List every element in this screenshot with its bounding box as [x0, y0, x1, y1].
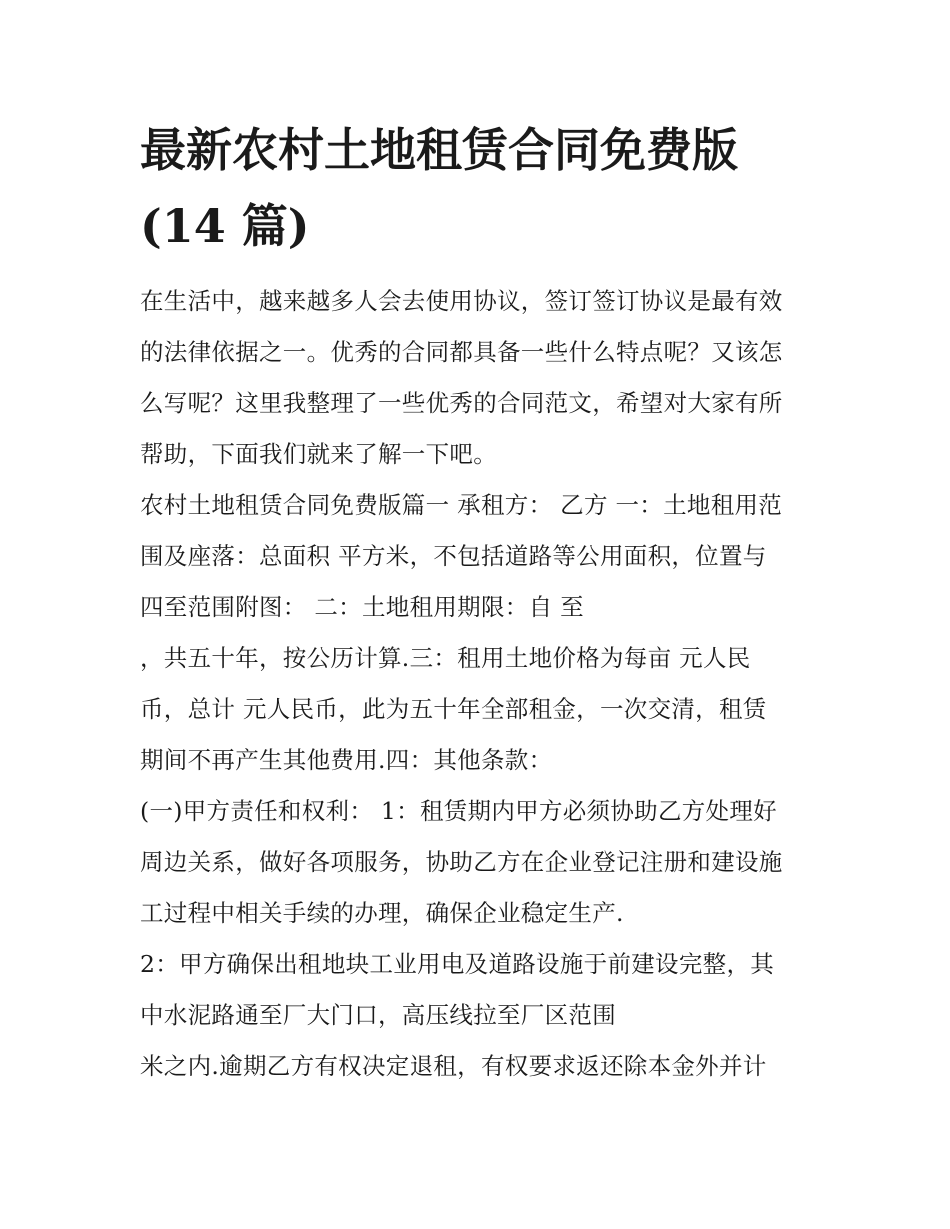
body-line: 米之内.逾期乙方有权决定退租，有权要求返还除本金外并计	[140, 1052, 767, 1080]
body-line: 农村土地租赁合同免费版篇一 承租方： 乙方 一：土地租用范	[140, 491, 783, 519]
document-title	[140, 112, 840, 264]
body-line: 在生活中，越来越多人会去使用协议，签订签订协议是最有效	[140, 287, 783, 315]
body-line: 四至范围附图： 二：土地租用期限：自 至	[140, 593, 584, 621]
body-line: ，共五十年，按公历计算.三：租用土地价格为每亩 元人民	[140, 644, 751, 672]
body-line: 期间不再产生其他费用.四：其他条款：	[140, 746, 553, 774]
body-line: (一)甲方责任和权利： 1：租赁期内甲方必须协助乙方处理好	[140, 797, 777, 825]
body-line: 币，总计 元人民币，此为五十年全部租金，一次交清，租赁	[140, 695, 767, 723]
body-line: 的法律依据之一。优秀的合同都具备一些什么特点呢？又该怎	[140, 338, 783, 366]
body-line: 么写呢？这里我整理了一些优秀的合同范文，希望对大家有所	[140, 389, 783, 417]
body-line: 工过程中相关手续的办理，确保企业稳定生产.	[140, 899, 624, 927]
document-body	[140, 276, 830, 1092]
body-line: 围及座落：总面积 平方米，不包括道路等公用面积，位置与	[140, 542, 767, 570]
title-line-2: (14 篇)	[140, 199, 310, 253]
body-line: 2：甲方确保出租地块工业用电及道路设施于前建设完整，其	[140, 950, 775, 978]
title-line-1: 最新农村土地租赁合同免费版	[140, 123, 738, 177]
body-line: 中水泥路通至厂大门口，高压线拉至厂区范围	[140, 1001, 616, 1029]
body-line: 周边关系，做好各项服务，协助乙方在企业登记注册和建设施	[140, 848, 783, 876]
body-line: 帮助，下面我们就来了解一下吧。	[140, 440, 497, 468]
